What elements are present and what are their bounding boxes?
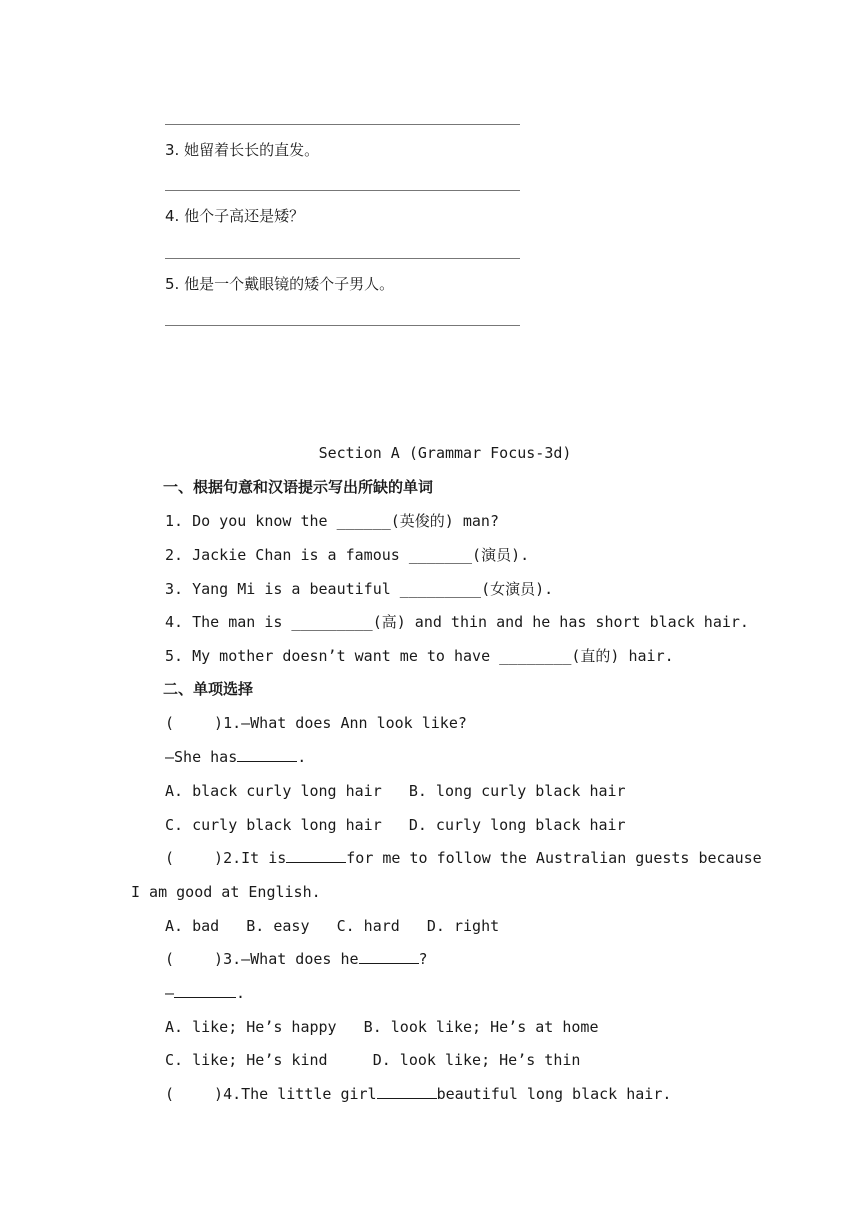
- question-text: 3.—What does he: [223, 950, 359, 968]
- answer-paren-close: ): [214, 714, 224, 732]
- fill-blank[interactable]: [359, 949, 419, 964]
- question-3-answer: [165, 983, 245, 1003]
- question-text: beautiful long black hair.: [436, 1085, 672, 1103]
- answer-paren-close: ): [214, 950, 224, 968]
- translation-item-5: 5. 他是一个戴眼镜的矮个子男人。: [165, 275, 395, 293]
- answer-paren-open: (: [165, 950, 175, 968]
- answer-paren-open: (: [165, 714, 175, 732]
- answer-line[interactable]: [165, 258, 520, 259]
- section-title: Section A (Grammar Focus-3d): [318, 444, 572, 462]
- answer-prefix: —She has: [165, 748, 238, 766]
- translation-item-3: 3. 她留着长长的直发。: [165, 141, 320, 159]
- question-text: for me to follow the Australian guests because: [346, 849, 762, 867]
- question-text: 1.—What does Ann look like?: [223, 714, 467, 732]
- question-1-answer: [165, 747, 306, 767]
- question-3-options: A. like; He’s happy B. look like; He’s at home: [165, 1018, 599, 1036]
- answer-paren-close: ): [214, 1085, 224, 1103]
- question-2: [165, 848, 762, 868]
- question-1: [165, 713, 467, 733]
- answer-line[interactable]: [165, 190, 520, 191]
- answer-paren-open: (: [165, 1085, 175, 1103]
- part1-item: 5. My mother doesn’t want me to have ________(直的) hair.: [165, 647, 674, 665]
- part1-item: 1. Do you know the ______(英俊的) man?: [165, 512, 499, 530]
- question-2-continuation: I am good at English.: [131, 883, 321, 901]
- part2-heading: 二、单项选择: [163, 680, 254, 698]
- answer-paren-open: (: [165, 849, 175, 867]
- question-1-options: A. black curly long hair B. long curly black hair: [165, 782, 626, 800]
- question-text: ?: [418, 950, 428, 968]
- question-text: 4.The little girl: [223, 1085, 377, 1103]
- answer-paren-close: ): [214, 849, 224, 867]
- question-3: [165, 949, 428, 969]
- fill-blank[interactable]: [377, 1084, 437, 1099]
- part1-item: 4. The man is _________(高) and thin and he has short black hair.: [165, 613, 749, 631]
- fill-blank[interactable]: [286, 848, 346, 863]
- question-3-options: C. like; He’s kind D. look like; He’s thin: [165, 1051, 581, 1069]
- part1-item: 3. Yang Mi is a beautiful _________(女演员).: [165, 580, 554, 598]
- fill-blank[interactable]: [174, 983, 236, 998]
- answer-suffix: .: [297, 748, 307, 766]
- translation-item-4: 4. 他个子高还是矮？: [165, 207, 305, 225]
- fill-blank[interactable]: [237, 747, 297, 762]
- question-4: [165, 1084, 671, 1104]
- part1-item: 2. Jackie Chan is a famous _______(演员).: [165, 546, 530, 564]
- answer-prefix: —: [165, 984, 175, 1002]
- answer-suffix: .: [236, 984, 246, 1002]
- answer-line[interactable]: [165, 325, 520, 326]
- question-2-options: A. bad B. easy C. hard D. right: [165, 917, 500, 935]
- question-text: 2.It is: [223, 849, 287, 867]
- question-1-options: C. curly black long hair D. curly long black hair: [165, 816, 626, 834]
- answer-line[interactable]: [165, 124, 520, 125]
- part1-heading: 一、根据句意和汉语提示写出所缺的单词: [163, 478, 434, 496]
